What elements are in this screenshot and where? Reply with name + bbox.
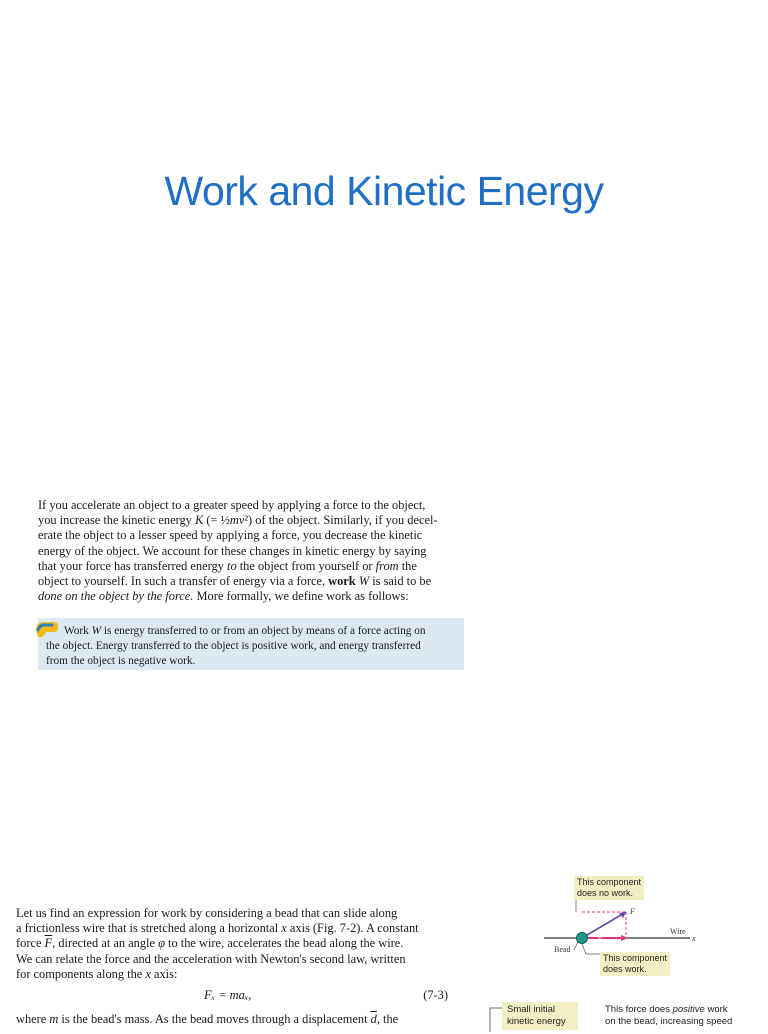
force-vector xyxy=(582,912,626,938)
bead-leader-line xyxy=(574,942,578,950)
bottom-component-label: This component does work. xyxy=(600,952,670,976)
x-axis-label: x xyxy=(692,934,696,943)
wire-label: Wire xyxy=(670,927,686,936)
angle-label: φ xyxy=(598,931,603,940)
initial-kinetic-energy-label: Small initial kinetic energy xyxy=(502,1002,578,1030)
bead-label: Bead xyxy=(554,945,571,954)
lower-figure-bracket xyxy=(486,1004,506,1034)
equation-number: (7-3) xyxy=(423,988,448,1002)
positive-work-label: This force does positive work on the bead, increasing speed xyxy=(605,1004,733,1027)
force-label: F xyxy=(630,907,635,916)
force-vector-symbol: $\overline{F}$ xyxy=(44,936,53,951)
equation-expression: Fₓ = maₓ, xyxy=(204,988,252,1002)
top-component-label: This component does no work. xyxy=(574,876,644,900)
horizontal-component-arrowhead xyxy=(621,935,628,941)
bead xyxy=(577,933,588,944)
equation-7-3 xyxy=(16,988,448,1004)
derivation-paragraph: Let us find an expression for work by considering a bead that can slide along a frictionless wire that is stretched along a horizontal x axis (Fig. 7-2). A constant force $\overline{F}$, directed at an angle φ to the wire, accelerates the bead along the wire. We can relate the force and the acceleration with Newton's second law, written for components along the x axis: xyxy=(16,906,419,981)
definition-callout: Work W is energy transferred to or from an object by means of a force acting on the object. Energy transferred to the object is positive work, and energy transferred from the object is negative work. xyxy=(38,618,464,670)
intro-paragraph: If you accelerate an object to a greater speed by applying a force to the object, you increase the kinetic energy K (= ½mv²) of the object. Similarly, if you decel- erate the object to a lesser speed by applying a force, you decrease the kinetic energy of the object. We account for these changes in kinetic energy by saying that your force has transferred energy to the object from yourself or from the object to yourself. In such a transfer of energy via a force, work W is said to be done on the object by the force. More formally, we define work as follows: xyxy=(38,498,438,604)
page-title: Work and Kinetic Energy xyxy=(164,168,604,214)
continuation-line: where m is the bead's mass. As the bead moves through a displacement $\overline{d}$, the xyxy=(16,1012,399,1026)
